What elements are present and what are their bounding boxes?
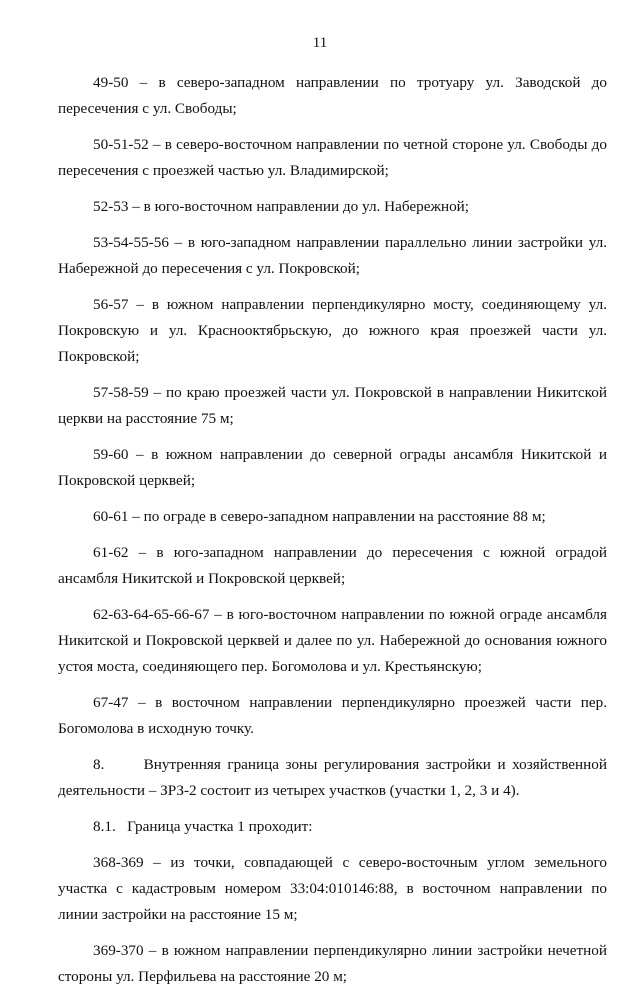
subsection-heading-8-1: 8.1. Граница участка 1 проходит: [93,818,313,835]
paragraph: 60-61 – по ограде в северо-западном направлении на расстояние 88 м; [93,508,546,525]
paragraph: 52-53 – в юго-восточном направлении до ул. Набережной; [93,198,470,215]
paragraph: 49-50 – в северо-западном направлении по тротуару ул. Заводской до пересечения с ул. Свободы; [58,74,607,117]
paragraph: 61-62 – в юго-западном направлении до пересечения с южной оградой ансамбля Никитской и Покровской церквей; [58,544,607,587]
paragraph: 53-54-55-56 – в юго-западном направлении параллельно линии застройки ул. Набережной до пересечения с ул. Покровской; [58,234,607,277]
paragraph: 67-47 – в восточном направлении перпендикулярно проезжей части пер. Богомолова в исходную точку. [58,694,607,737]
paragraph: 50-51-52 – в северо-восточном направлении по четной стороне ул. Свободы до пересечения с проезжей частью ул. Владимирской; [58,136,607,179]
document-body [58,70,607,1000]
paragraph: 59-60 – в южном направлении до северной ограды ансамбля Никитской и Покровской церквей; [58,446,607,489]
paragraph: 369-370 – в южном направлении перпендикулярно линии застройки нечетной стороны ул. Перфильева на расстояние 20 м; [58,942,607,985]
page-number: 11 [312,35,328,51]
paragraph: 57-58-59 – по краю проезжей части ул. Покровской в направлении Никитской церкви на расстояние 75 м; [58,384,607,427]
paragraph: 368-369 – из точки, совпадающей с северо-восточным углом земельного участка с кадастровым номером 33:04:010146:88, в восточном направлении по линии застройки на расстояние 15 м; [58,854,607,923]
paragraph: 56-57 – в южном направлении перпендикулярно мосту, соединяющему ул. Покровскую и ул. Краснооктябрьскую, до южного края проезжей части ул. Покровской; [58,296,607,365]
section-heading-8: 8. Внутренняя граница зоны регулирования застройки и хозяйственной деятельности – ЗРЗ-2 состоит из четырех участков (участки 1, 2, 3 и 4). [58,756,607,799]
paragraph: 62-63-64-65-66-67 – в юго-восточном направлении по южной ограде ансамбля Никитской и Покровской церквей и далее по ул. Набережной до основания южного устоя моста, соединяющего пер. Богомолова и ул. Крестьянскую; [58,606,607,675]
